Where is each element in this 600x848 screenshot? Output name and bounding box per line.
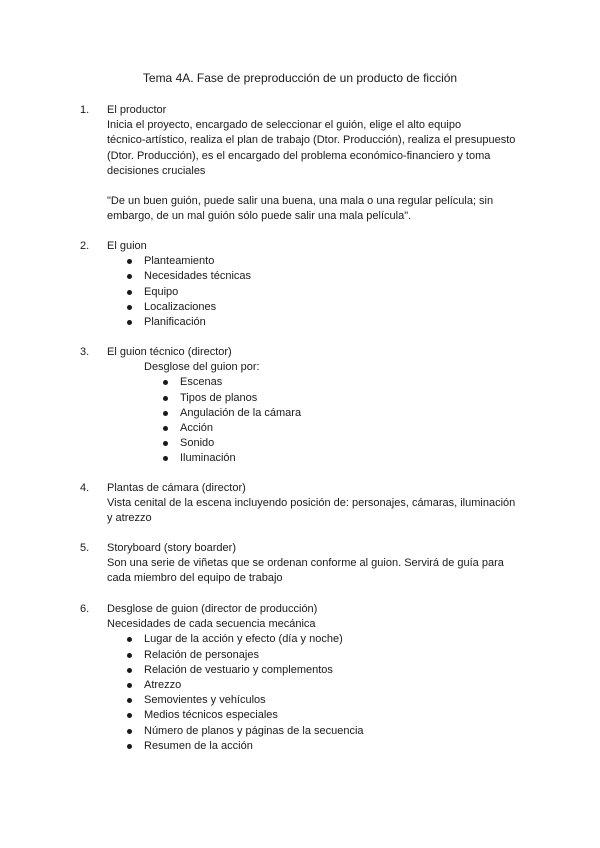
section-body — [107, 481, 525, 527]
bullet-icon — [163, 380, 168, 385]
list-item-text: Equipo — [144, 285, 179, 298]
paragraph-line: cada miembro del equipo de trabajo — [107, 572, 283, 585]
section-heading: Desglose de guion (director de producción) — [107, 603, 318, 615]
bullet-icon — [127, 320, 132, 325]
section-number: 5. — [80, 542, 90, 554]
list-item-text: Resumen de la acción — [144, 739, 253, 752]
paragraph-line: técnico-artístico, realiza el plan de trabajo (Dtor. Producción), realiza el presupuesto — [107, 134, 516, 147]
list-item — [107, 315, 525, 330]
list-item — [107, 724, 525, 739]
list-item-text: Necesidades técnicas — [144, 270, 252, 283]
bullet-icon — [127, 744, 132, 749]
list-item — [107, 693, 525, 708]
section-body — [107, 103, 525, 224]
bullet-icon — [127, 290, 132, 295]
paragraph-line: Son una serie de viñetas que se ordenan conforme al guion. Servirá de guía para — [107, 557, 504, 570]
section-heading: Plantas de cámara (director) — [107, 482, 246, 494]
bullet-icon — [127, 729, 132, 734]
list-item-text: Número de planos y páginas de la secuencia — [144, 724, 364, 737]
bullet-icon — [127, 274, 132, 279]
section-heading: El guion — [107, 240, 147, 252]
list-item-text: Localizaciones — [144, 300, 217, 313]
paragraph-line: y atrezzo — [107, 512, 152, 525]
document-title: Tema 4A. Fase de preproducción de un producto de ficción — [142, 71, 458, 85]
list-item — [107, 406, 525, 421]
paragraph-line: Inicia el proyecto, encargado de seleccionar el guión, elige el alto equipo — [107, 119, 462, 132]
section-body — [107, 239, 525, 330]
list-item — [107, 300, 525, 315]
bullet-list — [107, 254, 525, 330]
list-item-text: Lugar de la acción y efecto (día y noche) — [144, 633, 343, 646]
list-item-text: Escenas — [180, 376, 223, 389]
list-item-text: Relación de vestuario y complementos — [144, 663, 333, 676]
list-item-text: Atrezzo — [144, 679, 182, 692]
section-number: 3. — [80, 346, 90, 358]
list-item — [107, 391, 525, 406]
list-item — [107, 269, 525, 284]
list-item-text: Tipos de planos — [180, 391, 258, 404]
section-subheading: Necesidades de cada secuencia mecánica — [107, 618, 316, 631]
list-item-text: Relación de personajes — [144, 648, 259, 661]
section-heading: El productor — [107, 104, 167, 116]
list-item-text: Sonido — [180, 437, 215, 450]
list-item — [107, 421, 525, 436]
bullet-icon — [127, 668, 132, 673]
list-item — [107, 254, 525, 269]
bullet-icon — [127, 683, 132, 688]
quote-line: "De un buen guión, puede salir una buena, una mala o una regular película; sin — [107, 195, 494, 208]
list-item-text: Medios técnicos especiales — [144, 709, 278, 722]
bullet-list — [107, 375, 525, 466]
section-heading: El guion técnico (director) — [107, 346, 232, 358]
section-number: 6. — [80, 603, 90, 615]
list-item — [107, 451, 525, 466]
bullet-icon — [127, 713, 132, 718]
bullet-list — [107, 632, 525, 754]
bullet-icon — [127, 653, 132, 658]
section-subheading: Desglose del guion por: — [144, 361, 260, 374]
list-item — [107, 375, 525, 390]
list-item — [107, 663, 525, 678]
paragraph-line: Vista cenital de la escena incluyendo posición de: personajes, cámaras, iluminación — [107, 497, 516, 510]
list-item-text: Planteamiento — [144, 255, 215, 268]
bullet-icon — [163, 441, 168, 446]
bullet-icon — [127, 637, 132, 642]
section-body — [107, 541, 525, 587]
bullet-icon — [163, 411, 168, 416]
section-body — [107, 345, 525, 467]
list-item-text: Planificación — [144, 316, 206, 329]
paragraph-line: decisiones cruciales — [107, 164, 206, 177]
section-number: 2. — [80, 240, 90, 252]
section-body — [107, 602, 525, 754]
list-item-text: Iluminación — [180, 452, 236, 465]
quote-line: embargo, de un mal guión sólo puede salir una mala película". — [107, 210, 412, 223]
list-item — [107, 632, 525, 647]
bullet-icon — [163, 396, 168, 401]
bullet-icon — [163, 456, 168, 461]
list-item — [107, 739, 525, 754]
bullet-icon — [127, 305, 132, 310]
list-item — [107, 678, 525, 693]
section-number: 1. — [80, 104, 90, 116]
bullet-icon — [127, 698, 132, 703]
list-item — [107, 436, 525, 451]
bullet-icon — [163, 426, 168, 431]
list-item — [107, 708, 525, 723]
list-item-text: Semovientes y vehículos — [144, 694, 266, 707]
section-number: 4. — [80, 482, 90, 494]
section-heading: Storyboard (story boarder) — [107, 542, 236, 554]
list-item — [107, 648, 525, 663]
list-item-text: Angulación de la cámara — [180, 406, 302, 419]
list-item-text: Acción — [180, 422, 214, 435]
paragraph-line: (Dtor. Producción), es el encargado del problema económico-financiero y toma — [107, 149, 491, 162]
list-item — [107, 285, 525, 300]
bullet-icon — [127, 259, 132, 264]
